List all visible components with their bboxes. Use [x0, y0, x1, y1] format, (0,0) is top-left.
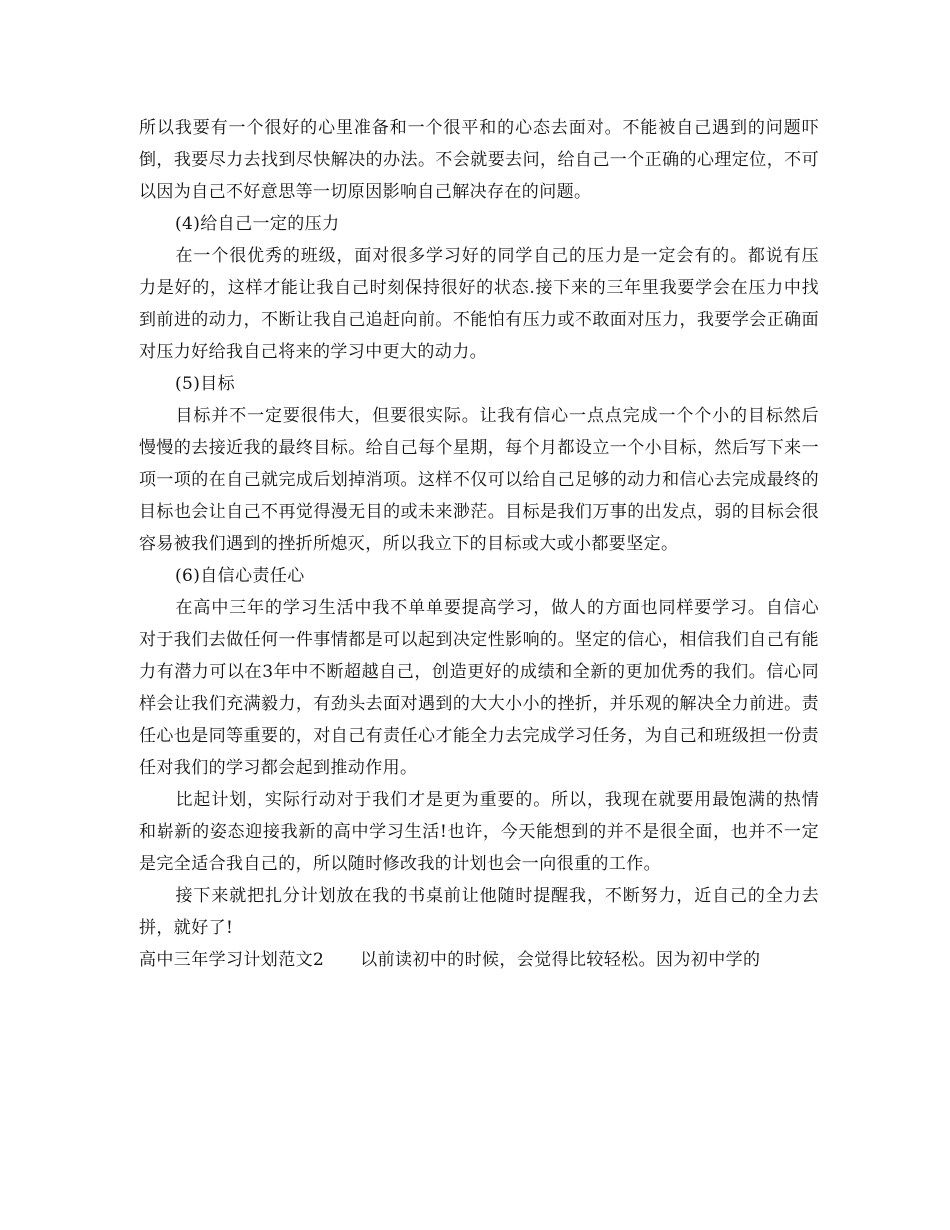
next-section-title: 高中三年学习计划范文2	[139, 950, 325, 970]
document-body	[139, 112, 819, 976]
paragraph-conclusion: 接下来就把扎分计划放在我的书桌前让他随时提醒我，不断努力，近自己的全力去拼，就好了!	[139, 886, 819, 938]
section-heading-pressure: (4)给自己一定的压力	[175, 214, 340, 234]
paragraph-goal: 目标并不一定要很伟大，但要很实际。让我有信心一点点完成一个个小的目标然后慢慢的去接近我的最终目标。给自己每个星期，每个月都设立一个小目标，然后写下来一项一项的在自己就完成后划掉消项。这样不仅可以给自己足够的动力和信心去完成最终的目标也会让自己不再觉得漫无目的或未来渺茫。目标是我们万事的出发点，弱的目标会很容易被我们遇到的挫折所熄灭，所以我立下的目标或大或小都要坚定。	[139, 406, 819, 554]
section-heading-confidence: (6)自信心责任心	[175, 566, 305, 586]
next-section-lead-text: 以前读初中的时候，会觉得比较轻松。因为初中学的	[360, 950, 761, 970]
paragraph-confidence: 在高中三年的学习生活中我不单单要提高学习，做人的方面也同样要学习。自信心对于我们去做任何一件事情都是可以起到决定性影响的。坚定的信心，相信我们自己有能力有潜力可以在3年中不断超越自己，创造更好的成绩和全新的更加优秀的我们。信心同样会让我们充满毅力，有劲头去面对遇到的大大小小的挫折，并乐观的解决全力前进。责任心也是同等重要的，对自己有责任心才能全力去完成学习任务，为自己和班级担一份责任对我们的学习都会起到推动作用。	[139, 598, 819, 778]
paragraph-pressure: 在一个很优秀的班级，面对很多学习好的同学自己的压力是一定会有的。都说有压力是好的，这样才能让我自己时刻保持很好的状态.接下来的三年里我要学会在压力中找到前进的动力，不断让我自己追赶向前。不能怕有压力或不敢面对压力，我要学会正确面对压力好给我自己将来的学习中更大的动力。	[139, 246, 819, 362]
section-heading-goal: (5)目标	[175, 374, 236, 394]
next-section-line	[139, 944, 819, 976]
paragraph-action: 比起计划，实际行动对于我们才是更为重要的。所以，我现在就要用最饱满的热情和崭新的姿态迎接我新的高中学习生活!也许，今天能想到的并不是很全面，也并不一定是完全适合我自己的，所以随时修改我的计划也会一向很重的工作。	[139, 790, 819, 874]
paragraph-continuation: 所以我要有一个很好的心里准备和一个很平和的心态去面对。不能被自己遇到的问题吓倒，我要尽力去找到尽快解决的办法。不会就要去问，给自己一个正确的心理定位，不可以因为自己不好意思等一切原因影响自己解决存在的问题。	[139, 118, 819, 202]
